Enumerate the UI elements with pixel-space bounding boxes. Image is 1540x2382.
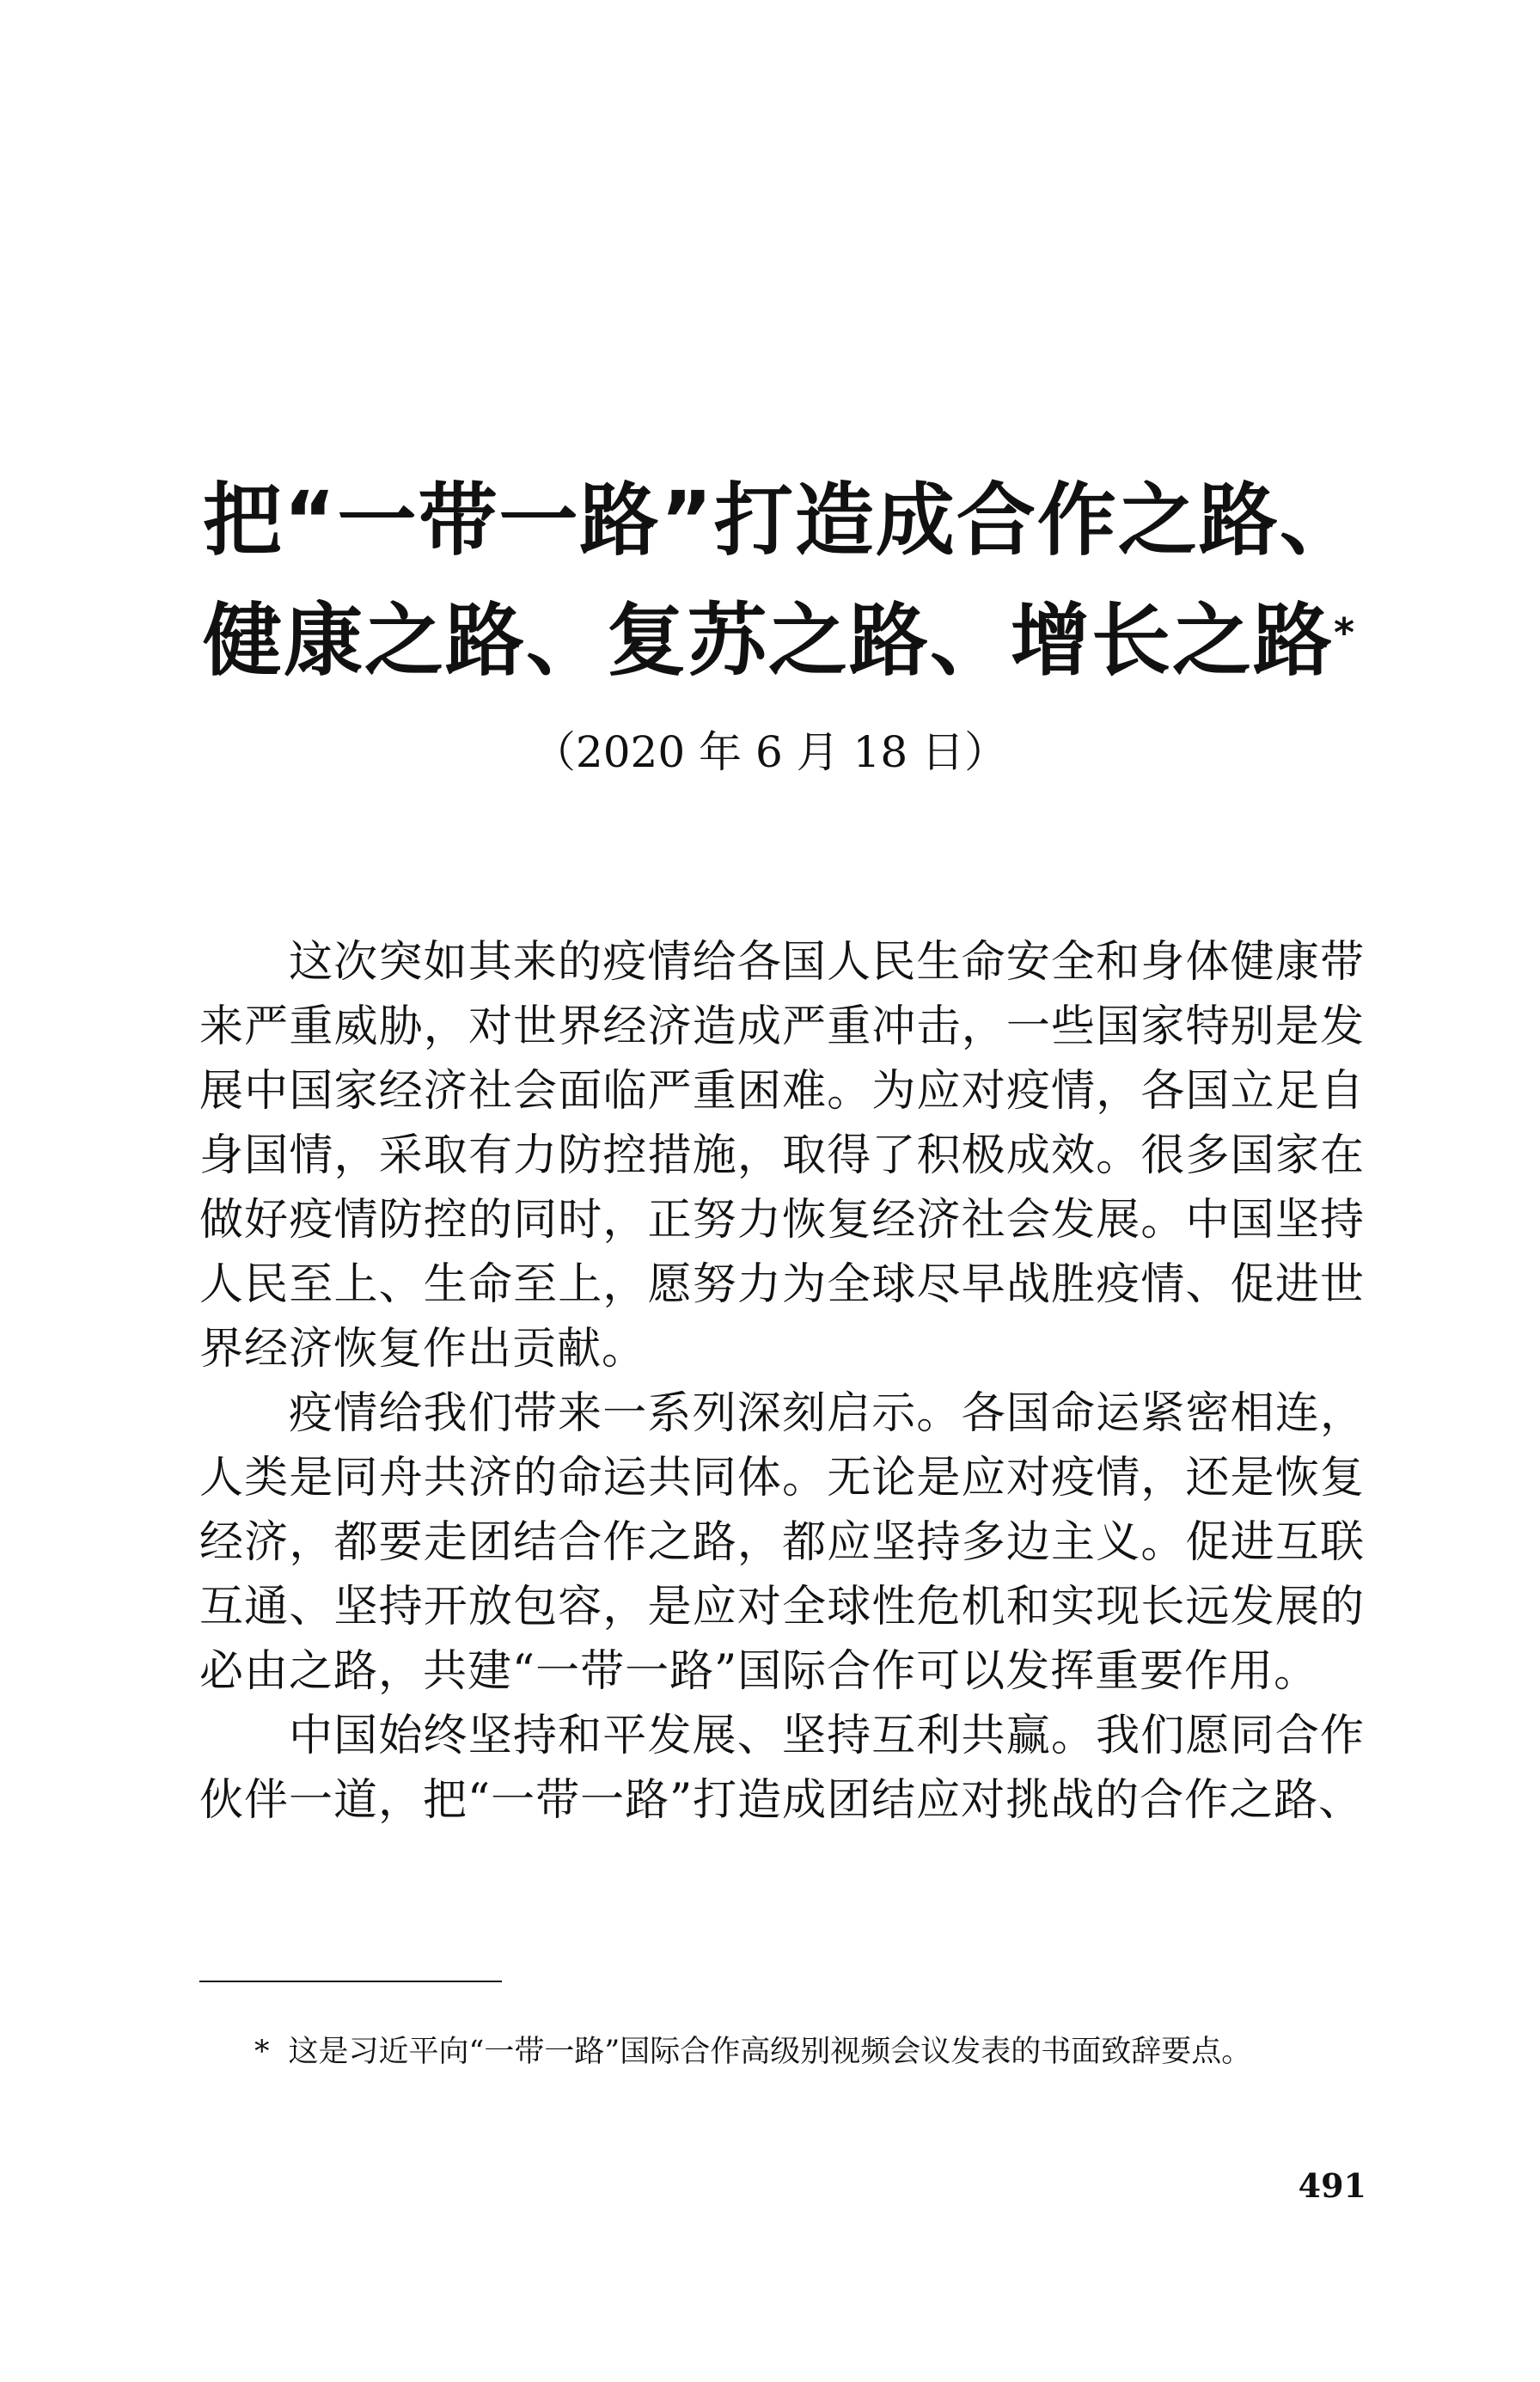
article-date: （2020 年 6 月 18 日） [532, 727, 1008, 777]
title-line-1: 把“一带一路”打造成合作之路、 [203, 475, 1360, 566]
paragraph-1: 这次突如其来的疫情给各国人民生命安全和身体健康带来严重威胁，对世界经济造成严重冲击，一些国家特别是发展中国家经济社会面临严重困难。为应对疫情，各国立足自身国情，采取有力防控措施，取得了积极成效。很多国家在做好疫情防控的同时，正努力恢复经济社会发展。中国坚持人民至上、生命至上，愿努力为全球尽早战胜疫情、促进世界经济恢复作出贡献。 [199, 937, 1365, 1375]
footnote [254, 2030, 1397, 2073]
footnote-text: 这是习近平向“一带一路”国际合作高级别视频会议发表的书面致辞要点。 [288, 2035, 1252, 2069]
article-title [203, 461, 1440, 701]
page-number: 491 [1298, 2166, 1366, 2205]
title-line-2-text: 健康之路、复苏之路、增长之路 [203, 595, 1335, 687]
article-body [199, 930, 1365, 1833]
paragraph-3: 中国始终坚持和平发展、坚持互利共赢。我们愿同合作伙伴一道，把“一带一路”打造成团结应对挑战的合作之路、 [199, 1711, 1365, 1826]
paragraph-2: 疫情给我们带来一系列深刻启示。各国命运紧密相连，人类是同舟共济的命运共同体。无论是应对疫情，还是恢复经济，都要走团结合作之路，都应坚持多边主义。促进互联互通、坚持开放包容，是应对全球性危机和实现长远发展的必由之路，共建“一带一路”国际合作可以发挥重要作用。 [199, 1388, 1365, 1697]
footnote-marker: * [254, 2035, 270, 2069]
footnote-divider [199, 1981, 502, 1982]
title-line-2 [203, 581, 1440, 701]
title-footnote-mark: * [1334, 609, 1357, 656]
